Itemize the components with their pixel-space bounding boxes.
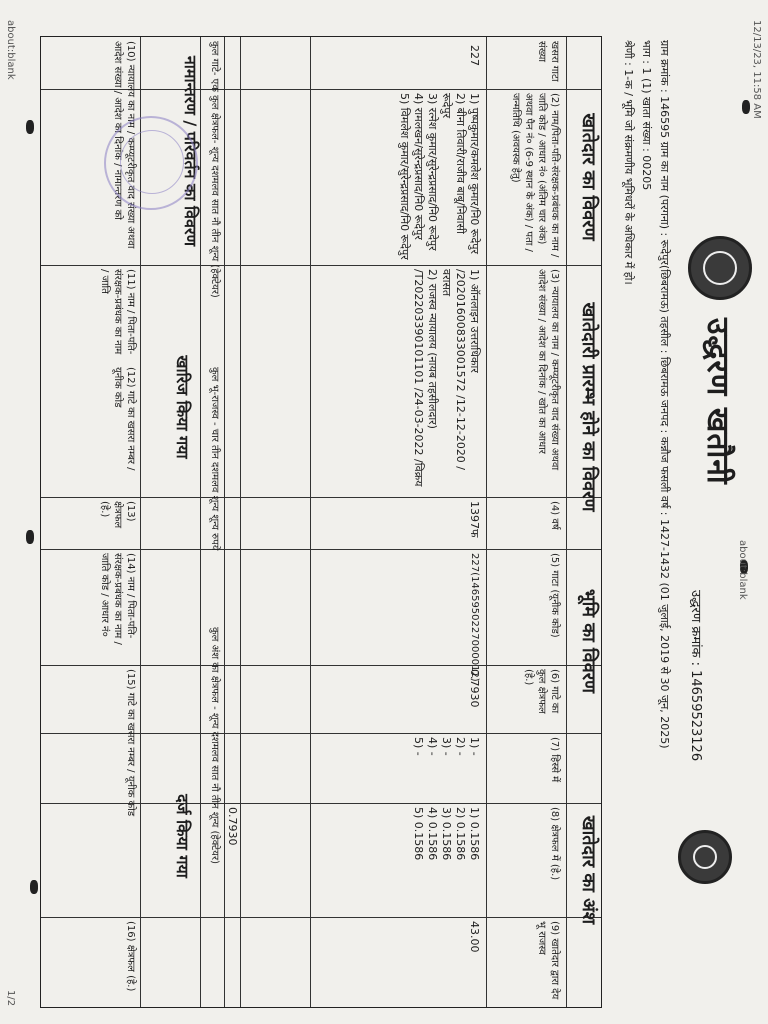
header-mutation-area: (13) क्षेत्रफल (हे.) (99, 501, 136, 529)
header-total-area: (6) गाटे का कुल क्षेत्रफल (हे.) (523, 669, 560, 714)
browser-tab-title-right: about:blank (737, 540, 748, 600)
court-list (411, 269, 481, 493)
header-share: (7) हिस्से में (549, 737, 560, 783)
share-area-row: 1) 0.1586 (468, 807, 481, 861)
court-row: 2) राजस्व न्यायालय (नायब तहसीलदार) /T202203390101101 /24-03-2022 /विक्रय (412, 269, 439, 487)
col-divider (41, 265, 601, 266)
owner-list (397, 93, 481, 261)
browser-timestamp: 12/13/23, 11:58 AM (751, 20, 762, 119)
section-added: दर्ज किया गया (173, 794, 192, 878)
summary-total-plots: कुल गाटे- एक कुल क्षेत्रफल- शून्य दशमलव सात नौ तीन शून्य (हेक्टेयर) (209, 41, 220, 298)
share-area-row: 3) 0.1586 (440, 807, 453, 861)
share-row: 5) - (412, 737, 425, 756)
share-area-row: 5) 0.1586 (412, 807, 425, 861)
meta-line-3: श्रेणी : 1-क / भूमि जो संक्रमणीय भूमिधरों के अधिकार में हो। (622, 40, 635, 285)
share-row: 4) - (426, 737, 439, 756)
section-ownership-start: खातेदारी प्रारम्भ होने का विवरण (578, 302, 599, 512)
summary-total-share: कुल अंश का क्षेत्रफल - शून्य दशमलव सात नौ तीन शून्य (हेक्टेयर) (209, 627, 220, 864)
header-mutation-court: (10) न्यायालय का नाम / कम्प्यूटरीकृत वाद संख्या अथवा आदेश संख्या / आदेश का दिनांक / नामान्तरण को (112, 41, 136, 249)
col-divider (41, 549, 601, 550)
share-area-row: 2) 0.1586 (454, 807, 467, 861)
summary-total-revenue: कुल भू-राजस्व - चार तीन दशमलव शून्य शून्य रुपये (209, 367, 220, 551)
share-area-row: 4) 0.1586 (426, 807, 439, 861)
owner-row: 1) पुष्पकुमार/कमलेश कुमार/नि0 रूदेपुर (468, 93, 481, 255)
section-owner-share: खातेदार का अंश (578, 815, 599, 925)
header-mutation-name: (11) नाम / पिता-पति-संरक्षक-प्रबंधक का नाम / जाति (99, 269, 136, 355)
owner-row: 5) विमलेश कुमार/सुरेन्द्रप्रसाद/नि0 रूदेपुर (398, 93, 411, 260)
header-year: (4) वर्ष (549, 501, 560, 530)
owner-row: 3) रत्नेश कुमार/सुरेन्द्रप्रसाद/नि0 रूदेपुर (426, 93, 439, 251)
header-unique-code: (5) गाटा (यूनीक कोड) (549, 553, 560, 638)
header-owner-name: (2) नाम/पिता-पति-संरक्षक-प्रबंधक का नाम /जाति कोड / आधार नं० (अंतिम चार अंक) अथवा पैन नं० (6-9 स्थान के अंक) / पता / जन्मतिथि (अवयस्क हेतु) (510, 93, 560, 258)
owner-row: 4) रामलखन/सुरेन्द्रप्रसाद/नि0 रूदेपुर (412, 93, 425, 240)
revenue-value: 43.00 (468, 921, 481, 953)
header-mutation-khasra: (12) गाटे का खसरा नम्बर / यूनीक कोड (112, 367, 136, 471)
share-area-list (411, 807, 481, 913)
row-divider (200, 37, 201, 1007)
row-divider (240, 37, 241, 1007)
header-area: (8) क्षेत्रफल में (हे.) (549, 807, 560, 881)
header-court: (3) न्यायालय का नाम / कम्प्यूटरीकृत वाद संख्या अथवा आदेश संख्या / आदेश का दिनांक / खोत का आधार (536, 269, 560, 471)
unique-code-value: 227(1465950227000012) (469, 553, 480, 682)
share-row: 3) - (440, 737, 453, 756)
court-row: 1) ऑनलाइन उत्तराधिकार /20201600833001572 /12-12-2020 /वरासत (440, 269, 481, 471)
row-divider (486, 37, 487, 1007)
row-divider (566, 37, 567, 1007)
khasra-number: 227 (468, 45, 481, 66)
header-added-area: (16) क्षेत्रफल (हे.) (125, 921, 136, 992)
owner-row: 2) बीना तिवारी/राजीव बाबू/निवासी रूदेपुर (440, 93, 467, 234)
share-row: 1) - (468, 737, 481, 756)
document-title: उद्धरण खतौनी (700, 318, 735, 485)
row-divider (310, 37, 311, 1007)
col-divider (41, 497, 601, 498)
header-added-khasra: (15) गाटे का खसरा नम्बर / यूनीक कोड (125, 669, 136, 817)
meta-line-1: ग्राम क्रमांक : 146595 ग्राम का नाम (परगना) : रूदेपुर(छिबरामऊ) तहसील : छिबरामऊ जनपद : कन्नौज फसली वर्ष : 1427-1432 (01 जुलाई, 2019 से 30 जून, 2025) (658, 40, 671, 749)
up-emblem-logo (688, 236, 752, 300)
page-number: 1/2 (5, 990, 16, 1007)
reference-number: उद्धरण क्रमांक : 14659523126 (688, 590, 703, 762)
area-column-total: 0.7930 (226, 807, 239, 846)
official-stamp-inner (120, 130, 184, 194)
share-in-list (411, 737, 481, 799)
header-revenue: (9) खातेदार द्वारा देय भू राजस्व (536, 921, 560, 1000)
year-value: 1397फ (468, 501, 481, 538)
section-owner-details: खातेदार का विवरण (578, 113, 599, 241)
up-emblem-logo-right (678, 830, 732, 884)
col-divider (41, 917, 601, 918)
header-khasra: खसरा गाटा संख्या (536, 41, 560, 82)
header-added-name: (14) नाम / पिता-पति-संरक्षक-प्रबंधक का नाम / जाति कोड / आधार नं० (99, 553, 136, 645)
share-row: 2) - (454, 737, 467, 756)
section-mutation: नामान्तरण / परिवर्तन का विवरण (181, 55, 200, 247)
total-area-value: 0.7930 (468, 669, 481, 708)
col-divider (41, 665, 601, 666)
section-removed: खारिज किया गया (173, 355, 192, 459)
browser-tab-title: about:blank (5, 20, 16, 80)
section-land-details: भूमि का विवरण (578, 588, 599, 694)
meta-line-2: भाग : 1 (1) खाता संख्या : 00205 (640, 40, 653, 191)
